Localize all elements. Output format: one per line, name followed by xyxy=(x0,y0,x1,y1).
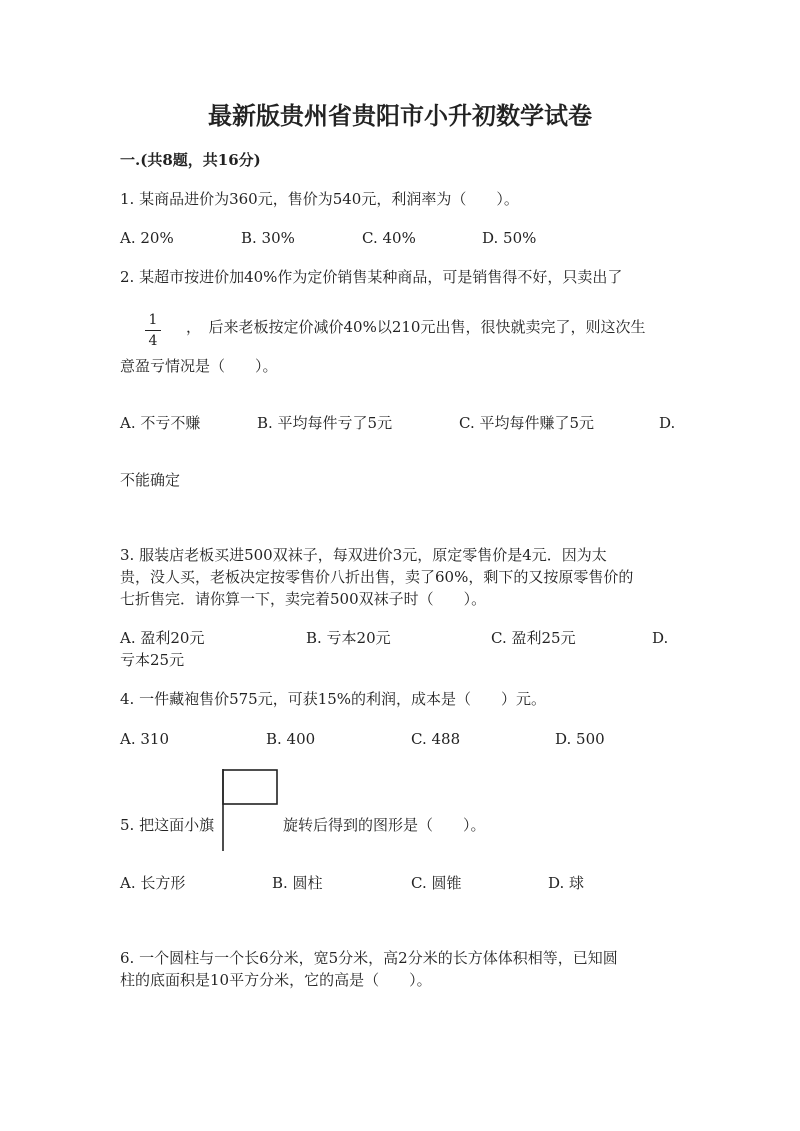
question-5-option-a[interactable]: A. 长方形 xyxy=(120,874,186,892)
question-3-option-a[interactable]: A. 盈利20元 xyxy=(120,629,205,647)
question-6-line-1: 6. 一个圆柱与一个长6分米，宽5分米，高2分米的长方体体积相等，已知圆 xyxy=(120,949,618,967)
question-5-text-after: 旋转后得到的图形是（ ）。 xyxy=(283,816,486,834)
question-2-option-d-text: 不能确定 xyxy=(120,471,181,489)
question-1-option-b[interactable]: B. 30% xyxy=(241,229,295,247)
question-1-option-a[interactable]: A. 20% xyxy=(120,229,174,247)
flag-figure xyxy=(220,769,280,853)
page-title: 最新版贵州省贵阳市小升初数学试卷 xyxy=(208,101,592,130)
question-1-text: 1. 某商品进价为360元，售价为540元，利润率为（ ）。 xyxy=(120,190,519,208)
question-4-option-c[interactable]: C. 488 xyxy=(411,730,461,748)
question-4-option-b[interactable]: B. 400 xyxy=(266,730,316,748)
question-4-text: 4. 一件藏袍售价575元，可获15%的利润，成本是（ ）元。 xyxy=(120,690,547,708)
fraction-numerator: 1 xyxy=(148,312,158,328)
question-5-option-c[interactable]: C. 圆锥 xyxy=(411,874,462,892)
question-1-option-c[interactable]: C. 40% xyxy=(362,229,416,247)
question-2-option-b[interactable]: B. 平均每件亏了5元 xyxy=(257,414,393,432)
question-5-option-b[interactable]: B. 圆柱 xyxy=(272,874,323,892)
question-3-option-b[interactable]: B. 亏本20元 xyxy=(306,629,391,647)
fraction-one-quarter xyxy=(145,312,161,349)
question-3-line-1: 3. 服装店老板买进500双袜子，每双进价3元，原定零售价是4元．因为太 xyxy=(120,546,607,564)
question-4-option-d[interactable]: D. 500 xyxy=(555,730,605,748)
question-2-option-c[interactable]: C. 平均每件赚了5元 xyxy=(459,414,595,432)
question-2-line-3: 意盈亏情况是（ ）。 xyxy=(120,357,278,375)
fraction-bar xyxy=(145,330,161,331)
question-5-text-before: 5. 把这面小旗 xyxy=(120,816,215,834)
question-2-line-2: ， 后来老板按定价减价40%以210元出售，很快就卖完了，则这次生 xyxy=(186,318,646,336)
question-2-option-a[interactable]: A. 不亏不赚 xyxy=(120,414,201,432)
question-6-line-2: 柱的底面积是10平方分米，它的高是（ ）。 xyxy=(120,971,432,989)
question-2-line-1: 2. 某超市按进价加40%作为定价销售某种商品，可是销售得不好，只卖出了 xyxy=(120,268,623,286)
question-3-line-2: 贵，没人买，老板决定按零售价八折出售，卖了60%，剩下的又按原零售价的 xyxy=(120,568,634,586)
question-5-option-d[interactable]: D. 球 xyxy=(548,874,585,892)
question-3-option-c[interactable]: C. 盈利25元 xyxy=(491,629,576,647)
question-3-option-d-text: 亏本25元 xyxy=(120,651,185,669)
question-3-option-d[interactable]: D. xyxy=(652,629,669,647)
question-1-option-d[interactable]: D. 50% xyxy=(482,229,537,247)
section-heading: 一.(共8题，共16分) xyxy=(120,151,261,169)
fraction-denominator: 4 xyxy=(148,333,158,349)
question-2-option-d[interactable]: D. xyxy=(659,414,676,432)
question-4-option-a[interactable]: A. 310 xyxy=(120,730,169,748)
question-3-line-3: 七折售完．请你算一下，卖完着500双袜子时（ ）。 xyxy=(120,590,487,608)
